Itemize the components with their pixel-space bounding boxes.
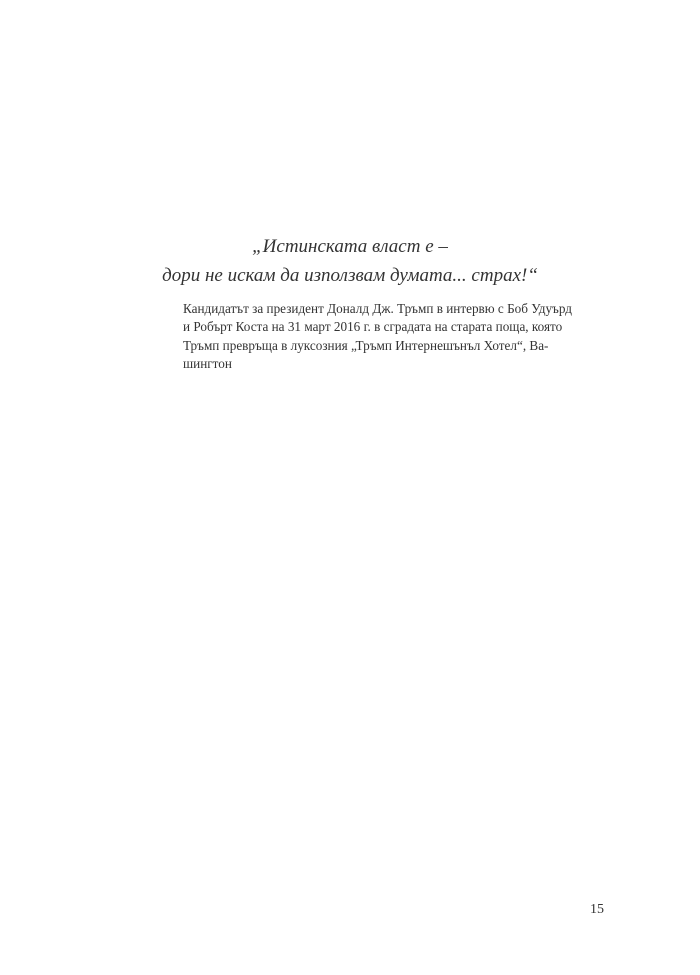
attribution-line-4: шингтон (183, 356, 232, 372)
attribution-line-3: Тръмп превръща в луксозния „Тръмп Интернешънъл Хотел“, Ва- (183, 337, 549, 353)
epigraph-line-2: дори не искам да използвам думата... страх!“ (162, 265, 538, 286)
epigraph-attribution (183, 300, 572, 374)
attribution-line-1: Кандидатът за президент Доналд Дж. Тръмп в интервю с Боб Удуърд (183, 301, 572, 316)
page-number: 15 (590, 902, 604, 917)
attribution-line-2: и Робърт Коста на 31 март 2016 г. в сградата на старата поща, която (183, 319, 563, 335)
epigraph-quote (150, 232, 550, 290)
epigraph-line-1: „Истинската власт е – (252, 236, 448, 257)
